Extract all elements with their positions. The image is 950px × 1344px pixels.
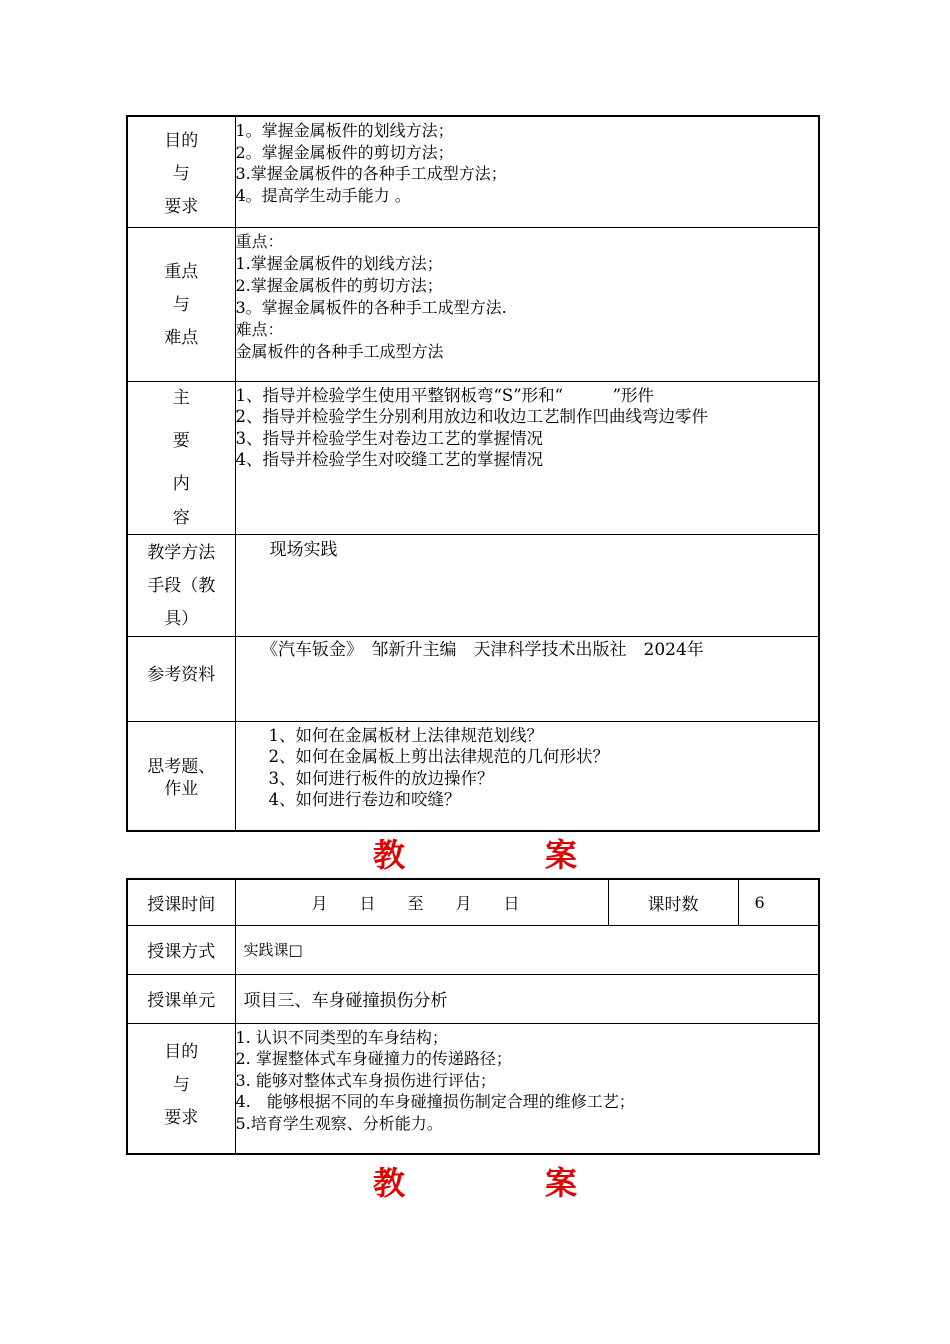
row-content: 1、如何在金属板材上法律规范划线？ 2、如何在金属板上剪出法律规范的几何形状？ 3、如何进行板件的放边操作？ 4、如何进行卷边和咬缝？ bbox=[235, 721, 819, 831]
row-content: 1。掌握金属板件的划线方法； 2。掌握金属板件的剪切方法； 3.掌握金属板件的各种手工成型方法； 4。提高学生动手能力 。 bbox=[235, 116, 819, 227]
row-main-content bbox=[127, 381, 819, 534]
row-label: 教学方法 手段（教 具） bbox=[127, 534, 235, 636]
row-content: 1. 认识不同类型的车身结构； 2. 掌握整体式车身碰撞力的传递路径； 3. 能够对整体式车身损伤进行评估； 4. 能够根据不同的车身碰撞损伤制定合理的维修工艺； 5.培育学生观察、分析能力。 bbox=[235, 1023, 819, 1154]
time-label: 授课时间 bbox=[127, 879, 235, 925]
row-content: 现场实践 bbox=[235, 534, 819, 636]
row-content: 1、指导并检验学生使用平整钢板弯“S”形和“ ”形件 2、指导并检验学生分别利用放边和收边工艺制作凹曲线弯边零件 3、指导并检验学生对卷边工艺的掌握情况 4、指导并检验学生对咬缝工艺的掌握情况 bbox=[235, 381, 819, 534]
row-content: 重点： 1.掌握金属板件的划线方法； 2.掌握金属板件的剪切方法； 3。掌握金属板件的各种手工成型方法. 难点： 金属板件的各种手工成型方法 bbox=[235, 227, 819, 381]
hours-value: 6 bbox=[738, 879, 819, 925]
heading-char-right: 案 bbox=[545, 1164, 578, 1202]
row-goals-2 bbox=[127, 1023, 819, 1154]
row-content: 《汽车钣金》 邹新升主编 天津科学技术出版社 2024年 bbox=[235, 636, 819, 721]
row-goals bbox=[127, 116, 819, 227]
row-unit bbox=[127, 974, 819, 1023]
heading-char-left: 教 bbox=[372, 1164, 405, 1202]
row-time bbox=[127, 879, 819, 925]
row-key-points bbox=[127, 227, 819, 381]
heading-jiaoan-2 bbox=[0, 1158, 950, 1204]
row-label: 目的 与 要求 bbox=[127, 1023, 235, 1154]
row-label: 主 要 内 容 bbox=[127, 381, 235, 534]
row-label: 参考资料 bbox=[127, 636, 235, 721]
method-label: 授课方式 bbox=[127, 925, 235, 974]
unit-label: 授课单元 bbox=[127, 974, 235, 1023]
row-teaching-method bbox=[127, 534, 819, 636]
time-value: 月 日 至 月 日 bbox=[235, 879, 608, 925]
row-homework bbox=[127, 721, 819, 831]
heading-char-right: 案 bbox=[545, 836, 578, 874]
lesson-plan-table-2 bbox=[126, 878, 820, 1155]
row-label: 思考题、 作业 bbox=[127, 721, 235, 831]
unit-value: 项目三、车身碰撞损伤分析 bbox=[235, 974, 819, 1023]
row-label: 重点 与 难点 bbox=[127, 227, 235, 381]
hours-label: 课时数 bbox=[608, 879, 738, 925]
row-label: 目的 与 要求 bbox=[127, 116, 235, 227]
heading-jiaoan-1 bbox=[0, 830, 950, 876]
row-method bbox=[127, 925, 819, 974]
heading-char-left: 教 bbox=[372, 836, 405, 874]
lesson-plan-table-1 bbox=[126, 115, 820, 832]
method-value: 实践课□ bbox=[235, 925, 819, 974]
row-references bbox=[127, 636, 819, 721]
